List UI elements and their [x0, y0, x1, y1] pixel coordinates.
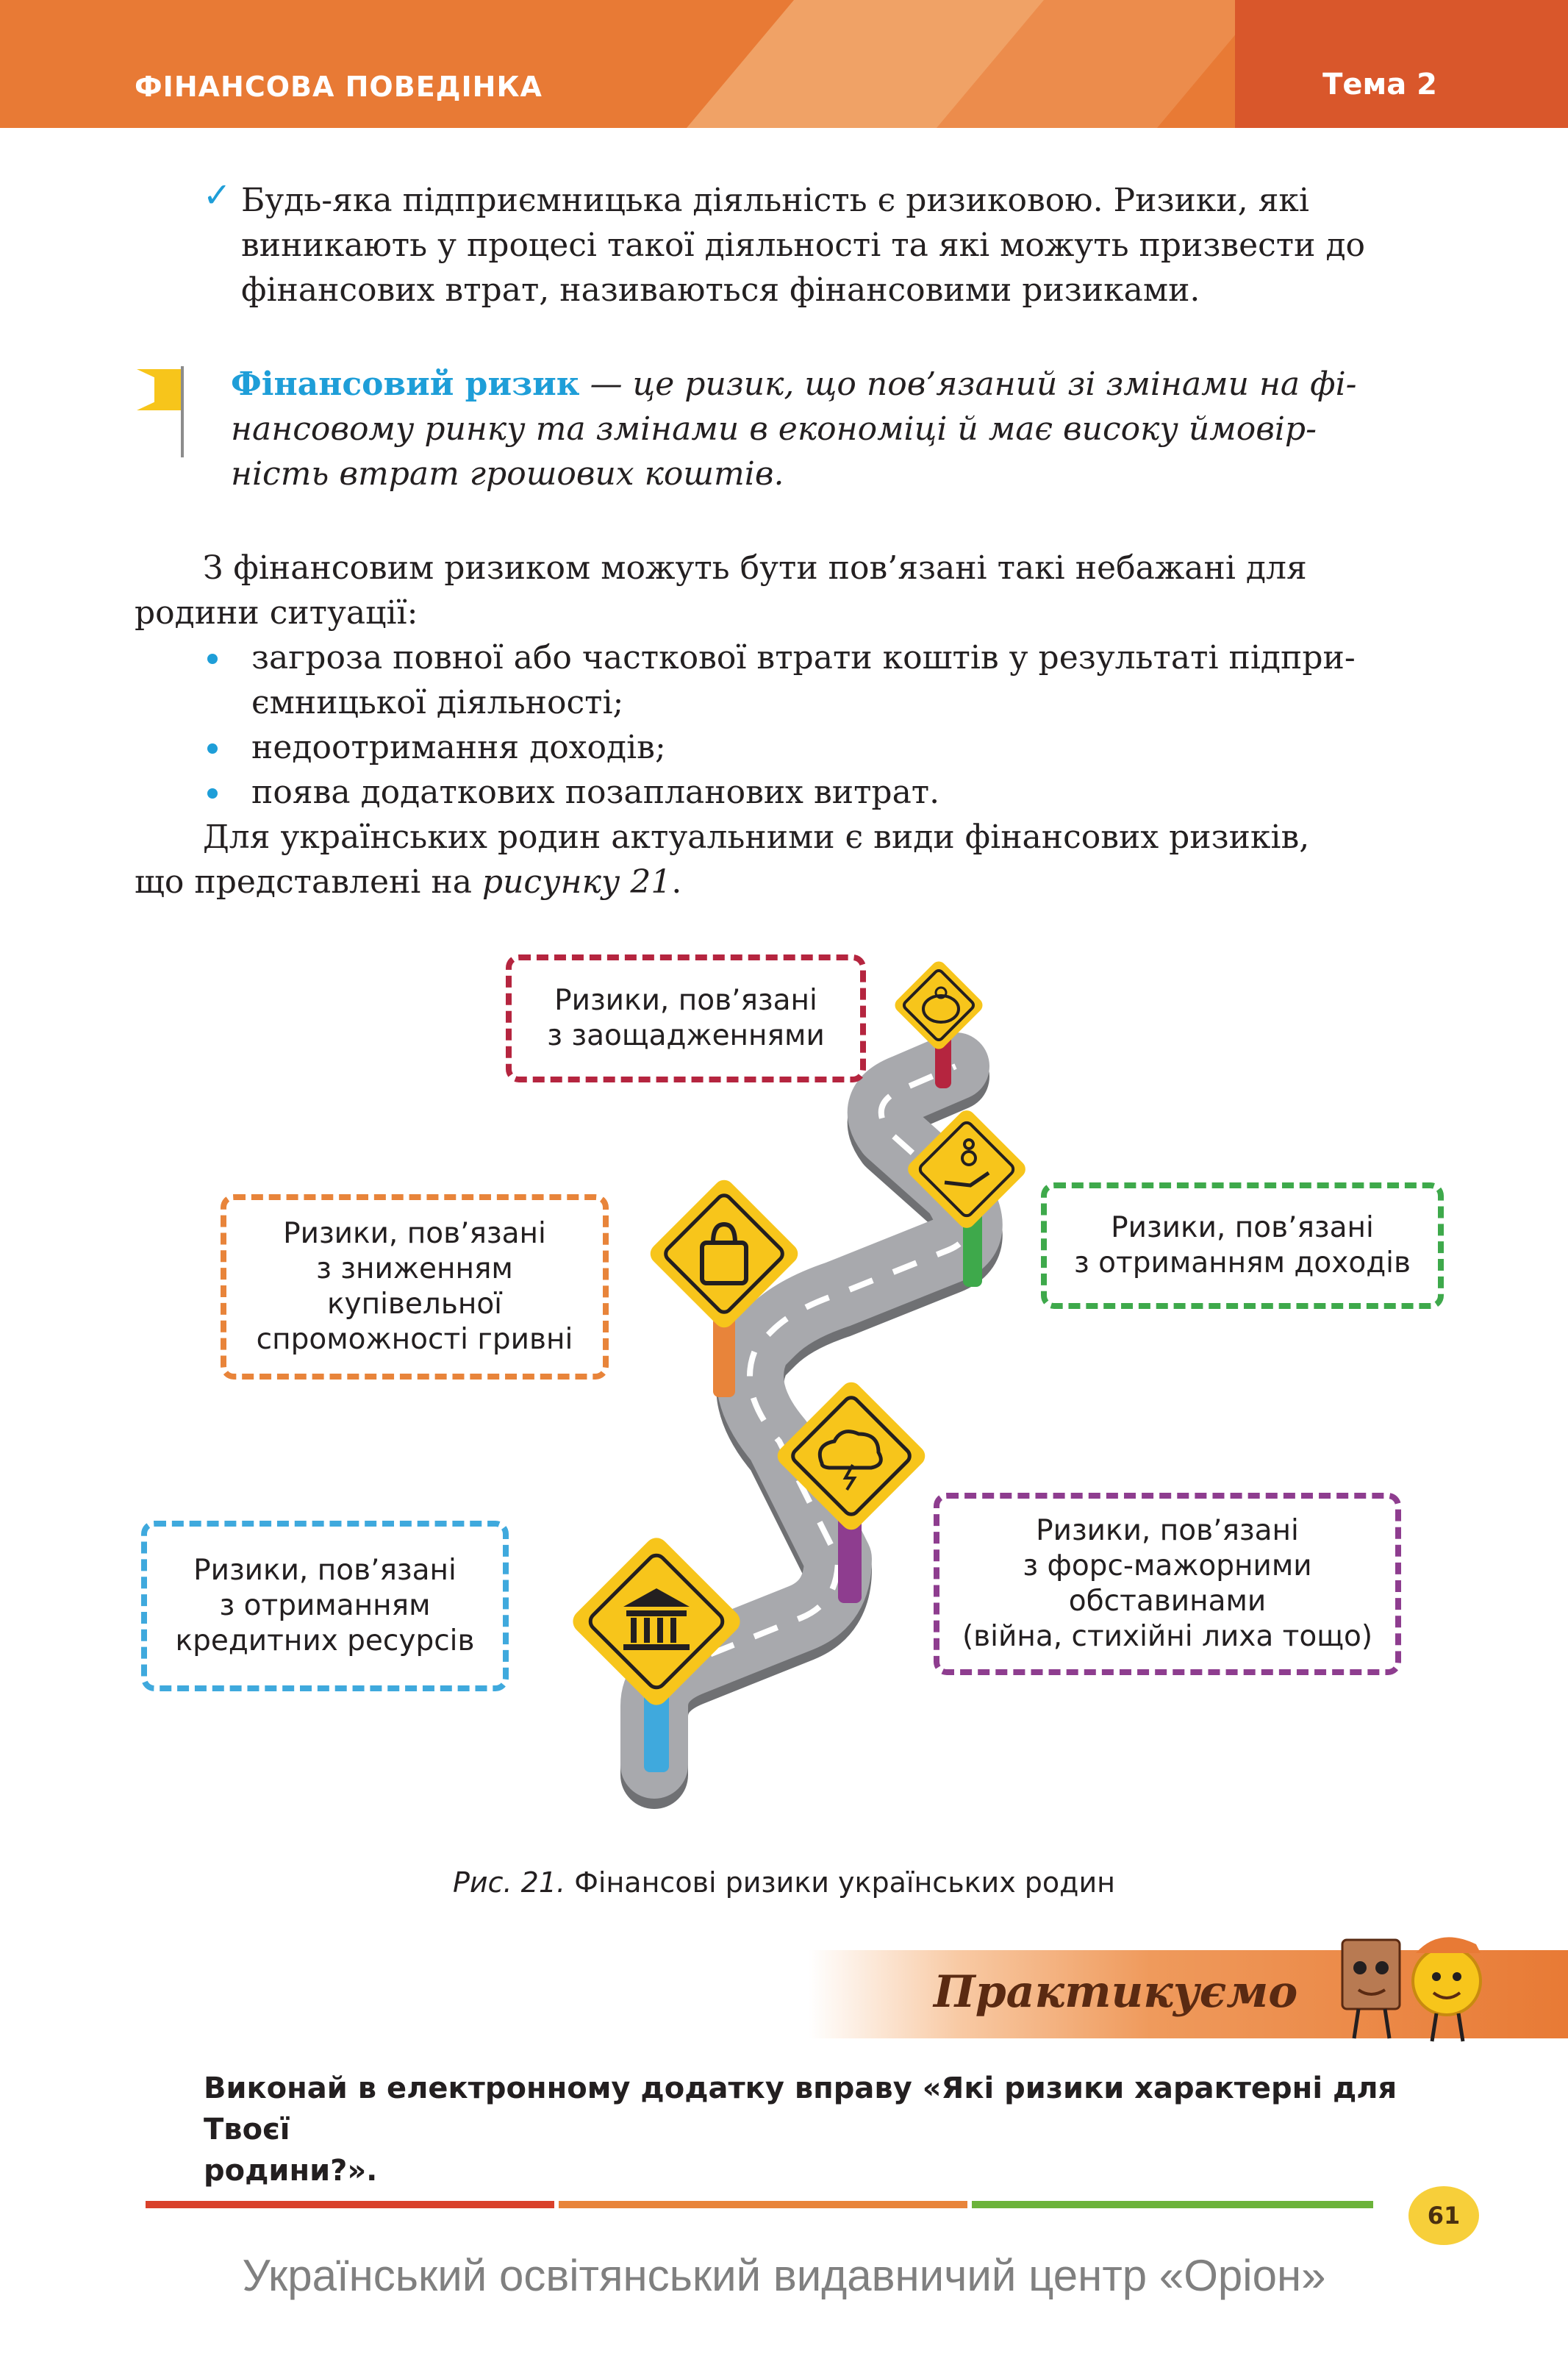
coin-mascot-icon [1413, 1947, 1481, 2015]
practice-title: Практикуємо [934, 1966, 1298, 2018]
risk-label: з форс-мажорними [1023, 1549, 1312, 1582]
definition-line: нансовому ринку та змінами в економіці й має високу ймовір- [231, 410, 1317, 448]
risk-label: спроможності гривні [256, 1323, 573, 1356]
task-line: родини?». [204, 2154, 378, 2188]
task-line: Виконай в електронному додатку вправу «Які ризики характерні для Твоєї [204, 2071, 1397, 2146]
risk-label: обставинами [1068, 1585, 1267, 1618]
bullet-item: загроза повної або часткової втрати коштів у результаті підпри- [251, 639, 1356, 677]
bullet-dot [207, 788, 218, 799]
checkmark-icon: ✓ [203, 175, 232, 215]
topic-label: Тема 2 [1322, 68, 1437, 101]
pole-credit [644, 1691, 669, 1772]
outro-line [135, 860, 681, 904]
risk-label: купівельної [326, 1288, 503, 1321]
checkpoint-line: фінансових втрат, називаються фінансовими ризиками. [241, 271, 1200, 309]
sign-force-majeure [773, 1378, 929, 1534]
bullet-item: ємницької діяльності; [251, 684, 624, 721]
bullet-dot [207, 654, 218, 664]
definition-line [231, 362, 1357, 407]
checkpoint-line: Будь-яка підприємницька діяльність є ризиковою. Ризики, які [241, 182, 1309, 219]
mascots-illustration [1329, 1919, 1498, 2052]
shopping-bag-icon [702, 1243, 746, 1283]
risk-label: з заощадженнями [547, 1019, 825, 1052]
risk-label: Ризики, пов’язані [1111, 1211, 1374, 1244]
road [654, 1066, 969, 1765]
risk-box-force-majeure [934, 1493, 1401, 1675]
risk-label: з зниженням [316, 1252, 513, 1285]
risk-label: Ризики, пов’язані [1036, 1514, 1299, 1547]
outro-text: . [671, 863, 682, 901]
intro-line: родини ситуації: [135, 594, 418, 632]
risk-label: кредитних ресурсів [175, 1624, 475, 1657]
outro-text: що представлені на [135, 863, 482, 901]
bank-building-icon [623, 1588, 690, 1607]
risk-box-savings [506, 954, 866, 1082]
pole-savings [935, 1000, 951, 1088]
hand-coins-icon [945, 1173, 989, 1185]
bullet-item: поява додаткових позапланових витрат. [251, 774, 940, 811]
risk-box-income [1041, 1182, 1444, 1309]
risk-label: Ризики, пов’язані [193, 1554, 457, 1587]
definition-line: ність втрат грошових коштів. [231, 455, 784, 493]
publisher-name: Український освітянський видавничий центр «Оріон» [242, 2251, 1326, 2300]
road-shadow [654, 1077, 969, 1775]
figure-caption [0, 1866, 1568, 1899]
pole-force-majeure [838, 1515, 862, 1603]
flag-notch [137, 369, 181, 410]
footer-line-green [972, 2201, 1373, 2208]
piggy-bank-icon [923, 996, 959, 1022]
practice-task [204, 2068, 1453, 2191]
footer-line-orange [559, 2201, 967, 2208]
page-number: 61 [1408, 2186, 1479, 2245]
outro-line: Для українських родин актуальними є види фінансових ризиків, [203, 818, 1310, 856]
sign-income [904, 1107, 1029, 1232]
section-title: ФІНАНСОВА ПОВЕДІНКА [135, 71, 543, 103]
pole-income [963, 1199, 982, 1287]
flag-pole [181, 366, 184, 457]
figure-reference: рисунку 21 [482, 863, 672, 901]
risk-label: Ризики, пов’язані [554, 984, 817, 1017]
definition-text: — це ризик, що пов’язаний зі змінами на фі- [579, 365, 1357, 403]
risk-box-credit [141, 1521, 509, 1691]
footer-line-red [146, 2201, 554, 2208]
risk-label: з отриманням [219, 1589, 431, 1622]
risk-label: з отриманням доходів [1074, 1246, 1411, 1280]
sign-savings [892, 958, 985, 1052]
page-header [0, 0, 1568, 128]
caption-prefix: Рис. 21. [453, 1866, 566, 1899]
risk-box-purchasing [221, 1194, 609, 1380]
header-topic-block [1235, 0, 1568, 128]
storm-cloud-icon [820, 1432, 881, 1468]
pole-purchasing [713, 1316, 735, 1397]
wallet-mascot-icon [1342, 1940, 1400, 2009]
risk-label: (війна, стихійні лиха тощо) [962, 1620, 1373, 1653]
checkpoint-line: виникають у процесі такої діяльності та які можуть призвести до [241, 226, 1366, 264]
caption-text: Фінансові ризики українських родин [565, 1866, 1115, 1899]
definition-term: Фінансовий ризик [231, 365, 580, 403]
sign-credit [568, 1533, 745, 1710]
road-markings [654, 1066, 969, 1765]
bullet-item: недоотримання доходів; [251, 729, 666, 766]
sign-purchasing [646, 1176, 802, 1332]
intro-line: З фінансовим ризиком можуть бути пов’язані такі небажані для [203, 549, 1307, 587]
risk-label: Ризики, пов’язані [283, 1217, 546, 1250]
bullet-dot [207, 743, 218, 754]
